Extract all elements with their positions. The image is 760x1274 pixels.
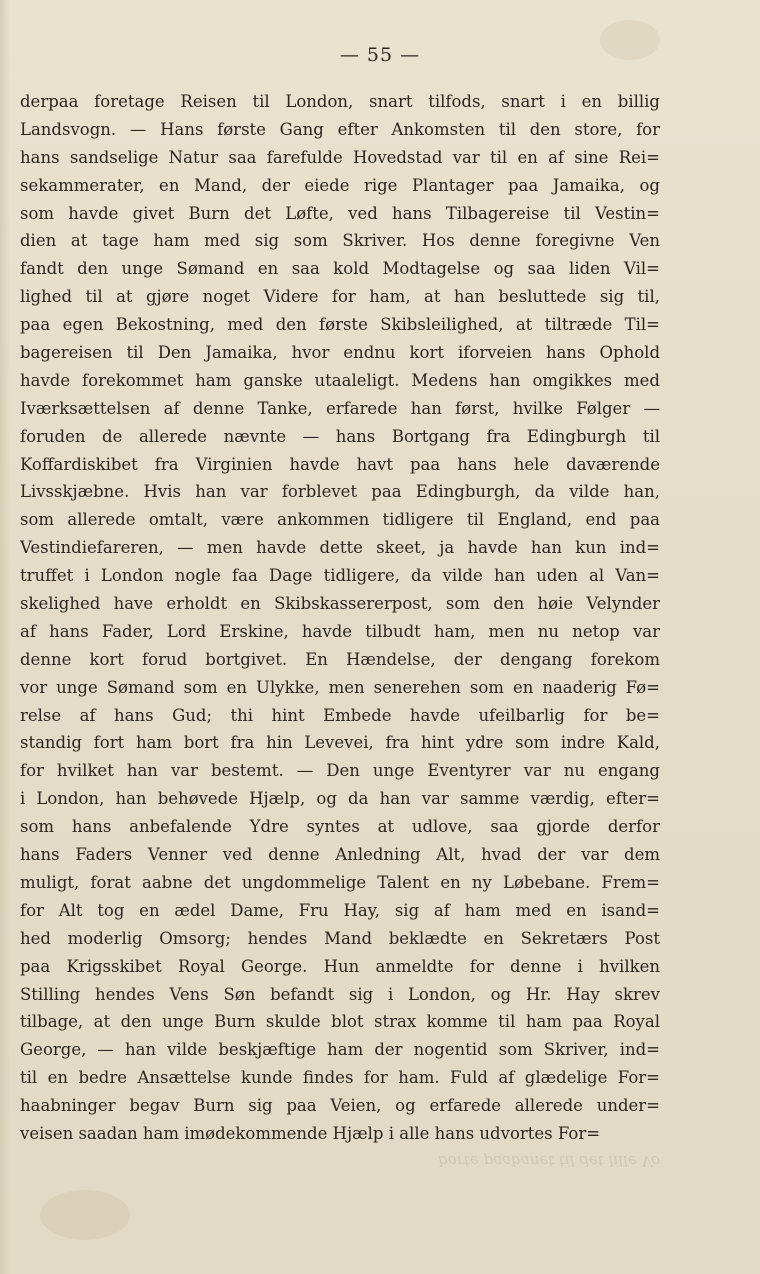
text-line: til en bedre Ansættelse kunde findes for ham. Fuld af glædelige For= — [20, 1068, 660, 1088]
text-line: paa Krigsskibet Royal George. Hun anmeldte for denne i hvilken — [20, 956, 660, 976]
text-line: som allerede omtalt, være ankommen tidligere til England, end paa — [20, 510, 660, 530]
text-line: hans sandselige Natur saa farefulde Hovedstad var til en af sine Rei= — [20, 147, 660, 167]
text-line: af hans Fader, Lord Erskine, havde tilbudt ham, men nu netop var — [20, 621, 660, 641]
body-text — [20, 88, 660, 1148]
text-line: Koffardiskibet fra Virginien havde havt paa hans hele daværende — [20, 454, 660, 474]
text-line: for hvilket han var bestemt. — Den unge Eventyrer var nu engang — [20, 761, 660, 781]
text-line: veisen saadan ham imødekommende Hjælp i alle hans udvortes For= — [20, 1123, 601, 1143]
text-line: haabninger begav Burn sig paa Veien, og erfarede allerede under= — [20, 1096, 660, 1116]
text-line: George, — han vilde beskjæftige ham der nogentid som Skriver, ind= — [20, 1040, 660, 1060]
text-line: muligt, forat aabne det ungdommelige Talent en ny Løbebane. Frem= — [20, 872, 660, 892]
text-line: for Alt tog en ædel Dame, Fru Hay, sig af ham med en isand= — [20, 900, 660, 920]
text-line: Vestindiefareren, — men havde dette skeet, ja havde han kun ind= — [20, 538, 660, 558]
text-line: derpaa foretage Reisen til London, snart tilfods, snart i en billig — [20, 92, 660, 111]
text-line: denne kort forud bortgivet. En Hændelse, der dengang forekom — [20, 649, 660, 669]
text-line: vor unge Sømand som en Ulykke, men senerehen som en naaderig Fø= — [20, 677, 660, 697]
text-line: fandt den unge Sømand en saa kold Modtagelse og saa liden Vil= — [20, 259, 660, 279]
text-line: som hans anbefalende Ydre syntes at udlove, saa gjorde derfor — [20, 817, 660, 837]
bleed-through-text: borte paabanet til det lille Vo — [438, 1152, 660, 1170]
text-line: i London, han behøvede Hjælp, og da han var samme værdig, efter= — [20, 789, 660, 809]
text-line: hans Faders Venner ved denne Anledning Alt, hvad der var dem — [20, 845, 660, 865]
page-gutter-shadow — [0, 0, 10, 1274]
text-line: dien at tage ham med sig som Skriver. Hos denne foregivne Ven — [20, 231, 660, 251]
page-number: — 55 — — [339, 44, 421, 66]
text-line: bagereisen til Den Jamaika, hvor endnu kort iforveien hans Ophold — [20, 343, 660, 363]
text-line: lighed til at gjøre noget Videre for ham, at han besluttede sig til, — [20, 287, 660, 307]
text-line: Landsvogn. — Hans første Gang efter Ankomsten til den store, for — [20, 119, 660, 139]
text-line: relse af hans Gud; thi hint Embede havde ufeilbarlig for be= — [20, 705, 660, 725]
text-line: Livsskjæbne. Hvis han var forblevet paa Edingburgh, da vilde han, — [20, 482, 660, 502]
text-line: Iværksættelsen af denne Tanke, erfarede han først, hvilke Følger — — [20, 398, 660, 418]
text-line: hed moderlig Omsorg; hendes Mand beklædte en Sekretærs Post — [20, 928, 660, 948]
text-line: standig fort ham bort fra hin Levevei, fra hint ydre som indre Kald, — [20, 733, 660, 753]
paper-stain — [40, 1190, 130, 1240]
text-line: som havde givet Burn det Løfte, ved hans Tilbagereise til Vestin= — [20, 203, 660, 223]
text-line: paa egen Bekostning, med den første Skibsleilighed, at tiltræde Til= — [20, 315, 660, 335]
text-line: truffet i London nogle faa Dage tidligere, da vilde han uden al Van= — [20, 566, 660, 586]
text-line: skelighed have erholdt en Skibskassererpost, som den høie Velynder — [20, 594, 660, 614]
text-line: sekammerater, en Mand, der eiede rige Plantager paa Jamaika, og — [20, 175, 660, 195]
text-line: havde forekommet ham ganske utaaleligt. Medens han omgikkes med — [20, 370, 660, 390]
text-line: foruden de allerede nævnte — hans Bortgang fra Edingburgh til — [20, 426, 660, 446]
text-line: Stilling hendes Vens Søn befandt sig i London, og Hr. Hay skrev — [20, 984, 660, 1004]
text-line: tilbage, at den unge Burn skulde blot strax komme til ham paa Royal — [20, 1012, 660, 1032]
